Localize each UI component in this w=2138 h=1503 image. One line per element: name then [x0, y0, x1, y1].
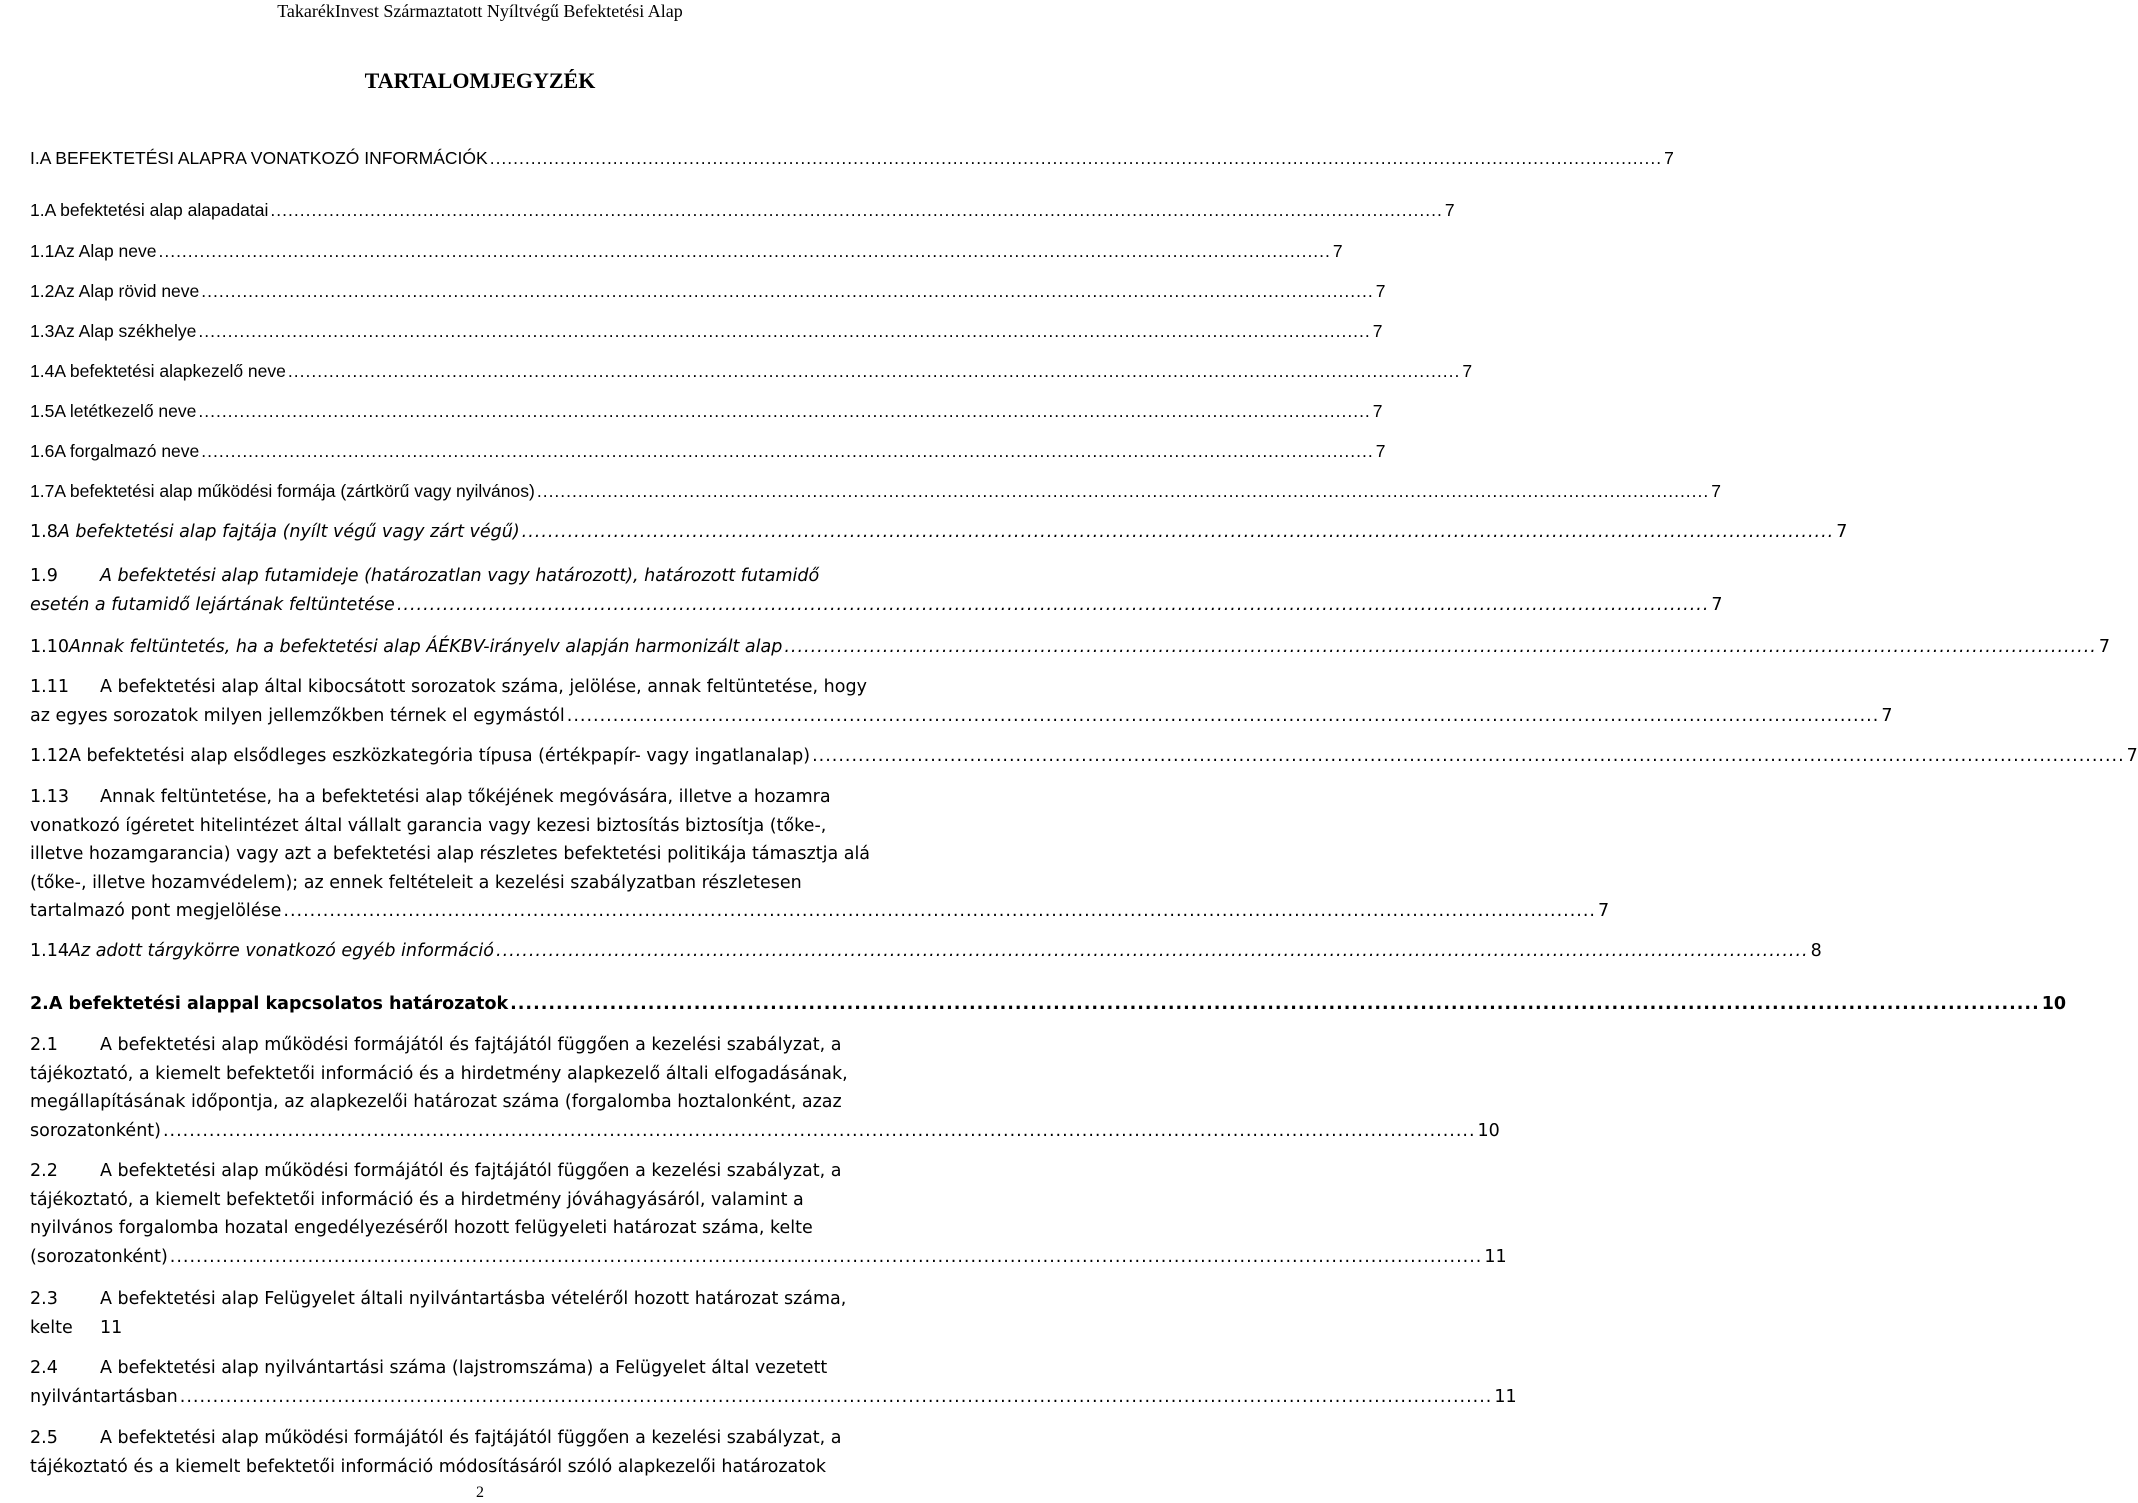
toc-entry-title: esetén a futamidő lejártának feltüntetése — [30, 594, 395, 615]
dot-leader — [496, 937, 1809, 966]
toc-entry-title-line: tájékoztató, a kiemelt befektetői információ és a hirdetmény jóváhagyásáról, valamint a — [30, 1189, 804, 1210]
dot-leader — [198, 397, 1370, 426]
dot-leader — [283, 897, 1596, 926]
toc-entry-title: nyilvántartásban — [30, 1386, 178, 1407]
toc-entry-title-line: Annak feltüntetése, ha a befektetési alap tőkéjének megóvására, illetve a hozamra — [100, 787, 831, 807]
toc-entry-title-line: vonatkozó ígéretet hitelintézet által vállalt garancia vagy kezesi biztosítás biztosítja (tőke-, — [30, 815, 827, 836]
toc-entry-number: 2. — [30, 994, 49, 1014]
dot-leader — [270, 196, 1442, 225]
toc-entry-page: 8 — [1810, 941, 1822, 961]
toc-entry-number: 2.4 — [30, 1358, 58, 1378]
toc-entry-page: 7 — [1462, 361, 1473, 381]
toc-entry-number: 1.1 — [30, 241, 55, 261]
dot-leader — [198, 317, 1370, 346]
toc-entry-page: 7 — [1444, 200, 1455, 220]
toc-entry-title-line: A befektetési alap nyilvántartási száma (lajstromszáma) a Felügyelet által vezetett — [100, 1358, 828, 1378]
toc-entry-1-6[interactable] — [30, 437, 1386, 466]
toc-entry-2-4[interactable] — [30, 1354, 1517, 1411]
toc-entry-title: Az Alap neve — [54, 241, 157, 261]
toc-entry-title: Az Alap rövid neve — [54, 281, 200, 301]
toc-entry-title: A befektetési alap elsődleges eszközkategória típusa (értékpapír- vagy ingatlanalap) — [68, 746, 811, 766]
toc-entry-title-line: A befektetési alap működési formájától és fajtájától függően a kezelési szabályzat, a — [100, 1035, 842, 1055]
toc-entry-title: A befektetési alap fajtája (nyílt végű vagy zárt végű) — [57, 522, 520, 542]
toc-entry-page: 11 — [1484, 1246, 1507, 1267]
dot-leader — [158, 237, 1330, 266]
toc-entry-number: 1.8 — [30, 522, 58, 542]
toc-entry-page: 7 — [1372, 401, 1383, 421]
toc-entry-page: 10 — [2041, 994, 2067, 1014]
dot-leader — [490, 144, 1662, 173]
toc-entry-title: A befektetési alap alapadatai — [44, 200, 269, 220]
dot-leader — [201, 277, 1373, 306]
toc-entry-title-line: tájékoztató és a kiemelt befektetői információ módosításáról szóló alapkezelői határozatok — [30, 1456, 826, 1477]
toc-entry-page: 7 — [1332, 241, 1343, 261]
toc-entry-1-3[interactable] — [30, 317, 1383, 346]
toc-entry-1-11[interactable] — [30, 673, 1893, 730]
toc-entry-page: 11 — [1494, 1386, 1517, 1407]
toc-entry-title-line: megállapításának időpontja, az alapkezelői határozat száma (forgalomba hoztalonként, azaz — [30, 1092, 842, 1112]
toc-entry-title: A befektetési alap működési formája (zártkörű vagy nyilvános) — [54, 481, 535, 501]
toc-entry-page: 7 — [1372, 321, 1383, 341]
toc-entry-1-2[interactable] — [30, 277, 1386, 306]
toc-entry-number: 1.4 — [30, 361, 55, 381]
toc-entry-page: 7 — [2126, 746, 2138, 766]
dot-leader — [812, 742, 2125, 771]
toc-entry-number: 1.12 — [30, 746, 69, 766]
toc-entry-number: 2.2 — [30, 1161, 58, 1181]
toc-entry-title-line: tájékoztató, a kiemelt befektetői információ és a hirdetmény alapkezelő általi elfogadásának, — [30, 1063, 848, 1084]
toc-entry-2-2[interactable] — [30, 1157, 1507, 1271]
toc-entry-2-1[interactable] — [30, 1031, 1500, 1145]
toc-entry-number: I. — [30, 148, 40, 168]
toc-entry-title-line: A befektetési alap által kibocsátott sorozatok száma, jelölése, annak feltüntetése, hogy — [100, 677, 867, 697]
toc-entry-title: Az adott tárgykörre vonatkozó egyéb információ — [68, 941, 495, 961]
toc-entry-title-line: A befektetési alap Felügyelet általi nyilvántartásba vételéről hozott határozat száma, — [100, 1289, 847, 1309]
toc-entry-page: 7 — [1375, 281, 1386, 301]
toc-entry-1-12[interactable] — [30, 742, 2138, 771]
toc-entry-1[interactable] — [30, 196, 1455, 225]
toc-entry-page: 7 — [1597, 901, 1610, 921]
dot-leader — [288, 357, 1460, 386]
toc-entry-page: 7 — [1711, 594, 1723, 615]
toc-entry-title: az egyes sorozatok milyen jellemzőkben térnek el egymástól — [30, 705, 565, 726]
toc-entry-number: 1.2 — [30, 281, 55, 301]
toc-entry-page: 7 — [1711, 481, 1721, 501]
toc-entry-1-1[interactable] — [30, 237, 1343, 266]
toc-entry-title: tartalmazó pont megjelölése — [30, 901, 282, 921]
toc-entry-title: A BEFEKTETÉSI ALAPRA VONATKOZÓ INFORMÁCIÓK — [39, 148, 488, 168]
dot-leader — [397, 591, 1710, 620]
dot-leader — [567, 702, 1880, 731]
toc-entry-number: 1.10 — [30, 637, 69, 657]
toc-entry-title-line: A befektetési alap működési formájától és fajtájától függően a kezelési szabályzat, a — [100, 1428, 842, 1448]
page-title: TARTALOMJEGYZÉK — [364, 68, 596, 93]
toc-entry-number: 2.3 — [30, 1289, 58, 1309]
toc-entry-title: A forgalmazó neve — [54, 441, 200, 461]
toc-entry-1-9[interactable] — [30, 562, 1723, 619]
dot-leader — [784, 633, 2097, 662]
toc-entry-title: A letétkezelő neve — [54, 401, 197, 421]
toc-entry-number: 1.5 — [30, 401, 55, 421]
dot-leader — [522, 518, 1835, 547]
toc-entry-title: A befektetési alappal kapcsolatos határozatok — [48, 994, 509, 1014]
dot-leader — [537, 477, 1709, 506]
toc-entry-title: sorozatonként) — [30, 1120, 161, 1141]
toc-entry-2[interactable] — [30, 990, 2067, 1019]
dot-leader — [201, 437, 1373, 466]
page-number: 2 — [476, 1484, 484, 1501]
toc-entry-number: 1.3 — [30, 321, 55, 341]
dot-leader — [163, 1117, 1476, 1146]
toc-entry-title: A befektetési alapkezelő neve — [54, 361, 286, 381]
toc-entry-number: 1.7 — [30, 481, 55, 501]
toc-entry-number: 1.14 — [30, 941, 69, 961]
toc-entry-title: Az Alap székhelye — [54, 321, 197, 341]
toc-entry-number: 2.1 — [30, 1035, 58, 1055]
toc-entry-1-4[interactable] — [30, 357, 1473, 386]
toc-entry-title: kelte — [30, 1317, 73, 1338]
toc-entry-page: 7 — [1836, 522, 1848, 542]
dot-leader — [180, 1383, 1493, 1412]
toc-entry-number: 2.5 — [30, 1428, 58, 1448]
toc-entry-page: 7 — [2098, 637, 2111, 657]
toc-entry-title-line: nyilvános forgalomba hozatal engedélyezéséről hozott felügyeleti határozat száma, kelte — [30, 1218, 813, 1238]
toc-entry-2-3[interactable] — [30, 1285, 952, 1342]
toc-entry-number: 1.11 — [30, 677, 69, 697]
dot-leader — [170, 1243, 1483, 1272]
toc-entry-1-7[interactable] — [30, 477, 1721, 506]
toc-entry-title: (sorozatonként) — [30, 1246, 168, 1267]
toc-entry-1-8[interactable] — [30, 518, 1848, 547]
toc-entry-title: Annak feltüntetés, ha a befektetési alap ÁÉKBV-irányelv alapján harmonizált alap — [68, 637, 783, 657]
toc-entry-I[interactable] — [30, 144, 1674, 173]
toc-entry-2-5[interactable] — [30, 1424, 952, 1481]
toc-entry-number: 1.6 — [30, 441, 55, 461]
toc-entry-number: 1. — [30, 200, 45, 220]
toc-entry-title-line: A befektetési alap működési formájától és fajtájától függően a kezelési szabályzat, a — [100, 1161, 842, 1181]
document-header: TakarékInvest Származtatott Nyíltvégű Befektetési Alap — [277, 1, 683, 21]
toc-entry-title-line: (tőke-, illetve hozamvédelem); az ennek feltételeit a kezelési szabályzatban részletesen — [30, 872, 802, 893]
toc-entry-page: 7 — [1375, 441, 1386, 461]
toc-entry-number: 1.9 — [30, 566, 58, 586]
toc-entry-1-14[interactable] — [30, 937, 1822, 966]
toc-entry-1-13[interactable] — [30, 783, 1610, 926]
toc-entry-1-10[interactable] — [30, 633, 2111, 662]
toc-entry-number: 1.13 — [30, 787, 69, 807]
toc-entry-page: 10 — [1477, 1120, 1500, 1141]
dot-leader — [510, 990, 2040, 1019]
toc-entry-title-line: A befektetési alap futamideje (határozatlan vagy határozott), határozott futamidő — [100, 566, 820, 586]
toc-entry-page: 7 — [1881, 705, 1893, 726]
toc-entry-1-5[interactable] — [30, 397, 1383, 426]
toc-entry-title-line: illetve hozamgarancia) vagy azt a befektetési alap részletes befektetési politikája támasztja alá — [30, 844, 871, 864]
toc-entry-page: 11 — [100, 1317, 123, 1338]
toc-entry-page: 7 — [1664, 148, 1674, 168]
